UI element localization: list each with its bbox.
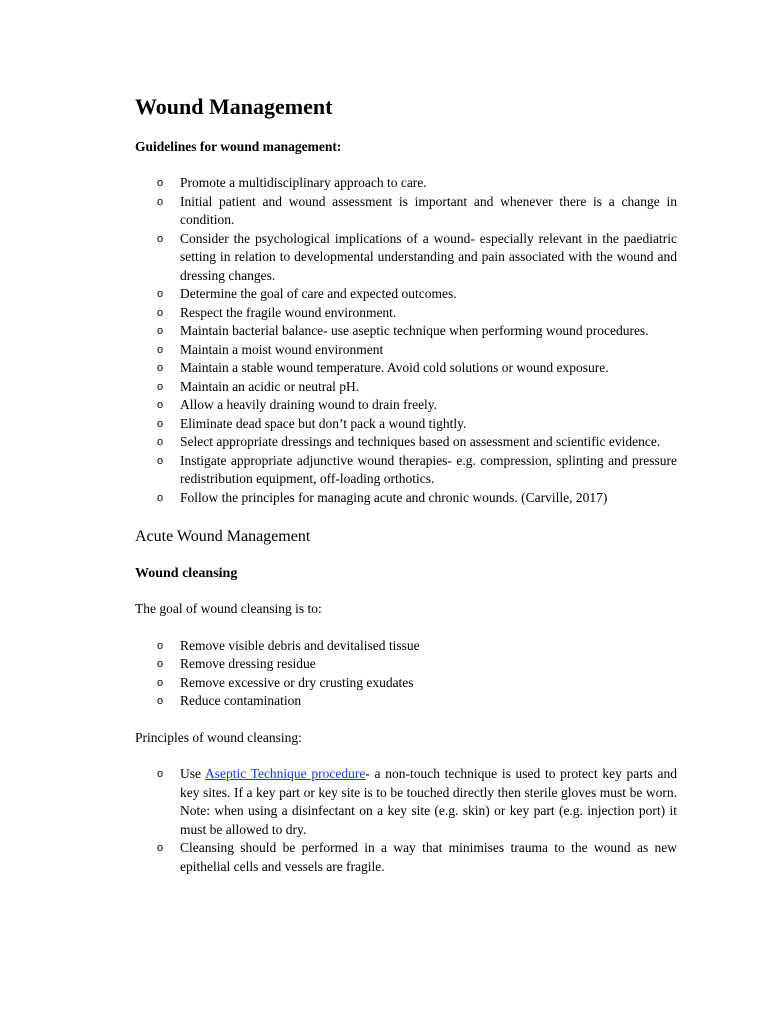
list-item: o Eliminate dead space but don’t pack a wound tightly. bbox=[135, 415, 677, 434]
principles-list bbox=[135, 765, 677, 876]
bullet-icon: o bbox=[157, 177, 164, 189]
principle-prefix: Use bbox=[180, 766, 205, 781]
bullet-icon: o bbox=[157, 343, 164, 356]
bullet-icon: o bbox=[157, 842, 164, 854]
list-item: o Reduce contamination bbox=[135, 692, 677, 711]
bullet-icon: o bbox=[157, 639, 164, 652]
goal-list bbox=[135, 637, 677, 711]
list-item: o Remove excessive or dry crusting exudates bbox=[135, 674, 677, 693]
bullet-icon: o bbox=[157, 417, 164, 430]
wound-cleansing-heading: Wound cleansing bbox=[135, 566, 238, 581]
bullet-icon: o bbox=[157, 454, 164, 467]
list-item: o Initial patient and wound assessment is important and whenever there is a change in condition. bbox=[157, 193, 677, 227]
list-item: o Determine the goal of care and expected outcomes. bbox=[135, 285, 677, 304]
page-title: Wound Management bbox=[135, 94, 333, 119]
list-item: o Cleansing should be performed in a way that minimises trauma to the wound as new epithelial cells and vessels are fragile. bbox=[157, 840, 677, 874]
bullet-icon: o bbox=[157, 380, 164, 393]
guidelines-list bbox=[135, 174, 677, 507]
bullet-icon: o bbox=[157, 306, 164, 319]
aseptic-technique-link[interactable]: Aseptic Technique procedure bbox=[204, 766, 366, 781]
bullet-icon: o bbox=[157, 325, 164, 337]
bullet-icon: o bbox=[157, 288, 164, 300]
bullet-icon: o bbox=[157, 232, 164, 245]
bullet-icon: o bbox=[157, 768, 164, 780]
bullet-icon: o bbox=[157, 362, 164, 374]
list-item: o Consider the psychological implications of a wound- especially relevant in the paediatric setting in relation to developmental understanding and pain associated with the wound and dressing changes. bbox=[157, 230, 677, 283]
list-item: o Maintain a moist wound environment bbox=[135, 341, 677, 360]
bullet-icon: o bbox=[157, 695, 164, 707]
list-item: o Maintain bacterial balance- use aseptic technique when performing wound procedures. bbox=[135, 322, 677, 341]
list-item: o Maintain an acidic or neutral pH. bbox=[135, 378, 677, 397]
list-item: o Instigate appropriate adjunctive wound therapies- e.g. compression, splinting and pressure redistribution equipment, off-loading orthotics. bbox=[157, 452, 677, 486]
list-item: o Remove dressing residue bbox=[135, 655, 677, 674]
list-item: o Select appropriate dressings and techniques based on assessment and scientific evidence. bbox=[135, 433, 677, 452]
principle-text: - a non-touch technique is used to protect key parts and key sites. If a key part or key site is to be touched directly then sterile gloves must be worn. Note: when using a disinfectant on a key site (e.g. skin) or key part (e.g. injection port) it must be allowed to dry. bbox=[180, 766, 677, 837]
bullet-icon: o bbox=[157, 436, 164, 448]
bullet-icon: o bbox=[157, 195, 164, 208]
acute-heading: Acute Wound Management bbox=[135, 528, 311, 545]
bullet-icon: o bbox=[157, 399, 164, 411]
bullet-icon: o bbox=[157, 658, 164, 670]
principles-intro: Principles of wound cleansing: bbox=[135, 729, 302, 745]
goal-intro: The goal of wound cleansing is to: bbox=[135, 601, 322, 616]
bullet-icon: o bbox=[157, 676, 164, 689]
document-content bbox=[135, 92, 677, 876]
list-item: o Remove visible debris and devitalised tissue bbox=[135, 637, 677, 656]
list-item: o Maintain a stable wound temperature. Avoid cold solutions or wound exposure. bbox=[135, 359, 677, 378]
list-item bbox=[135, 765, 677, 839]
bullet-icon: o bbox=[157, 491, 164, 504]
list-item: o Allow a heavily draining wound to drain freely. bbox=[135, 396, 677, 415]
list-item: o Follow the principles for managing acute and chronic wounds. (Carville, 2017) bbox=[135, 489, 677, 508]
list-item: o Promote a multidisciplinary approach to care. bbox=[135, 174, 677, 193]
guidelines-heading: Guidelines for wound management: bbox=[135, 139, 342, 154]
list-item: o Respect the fragile wound environment. bbox=[135, 304, 677, 323]
